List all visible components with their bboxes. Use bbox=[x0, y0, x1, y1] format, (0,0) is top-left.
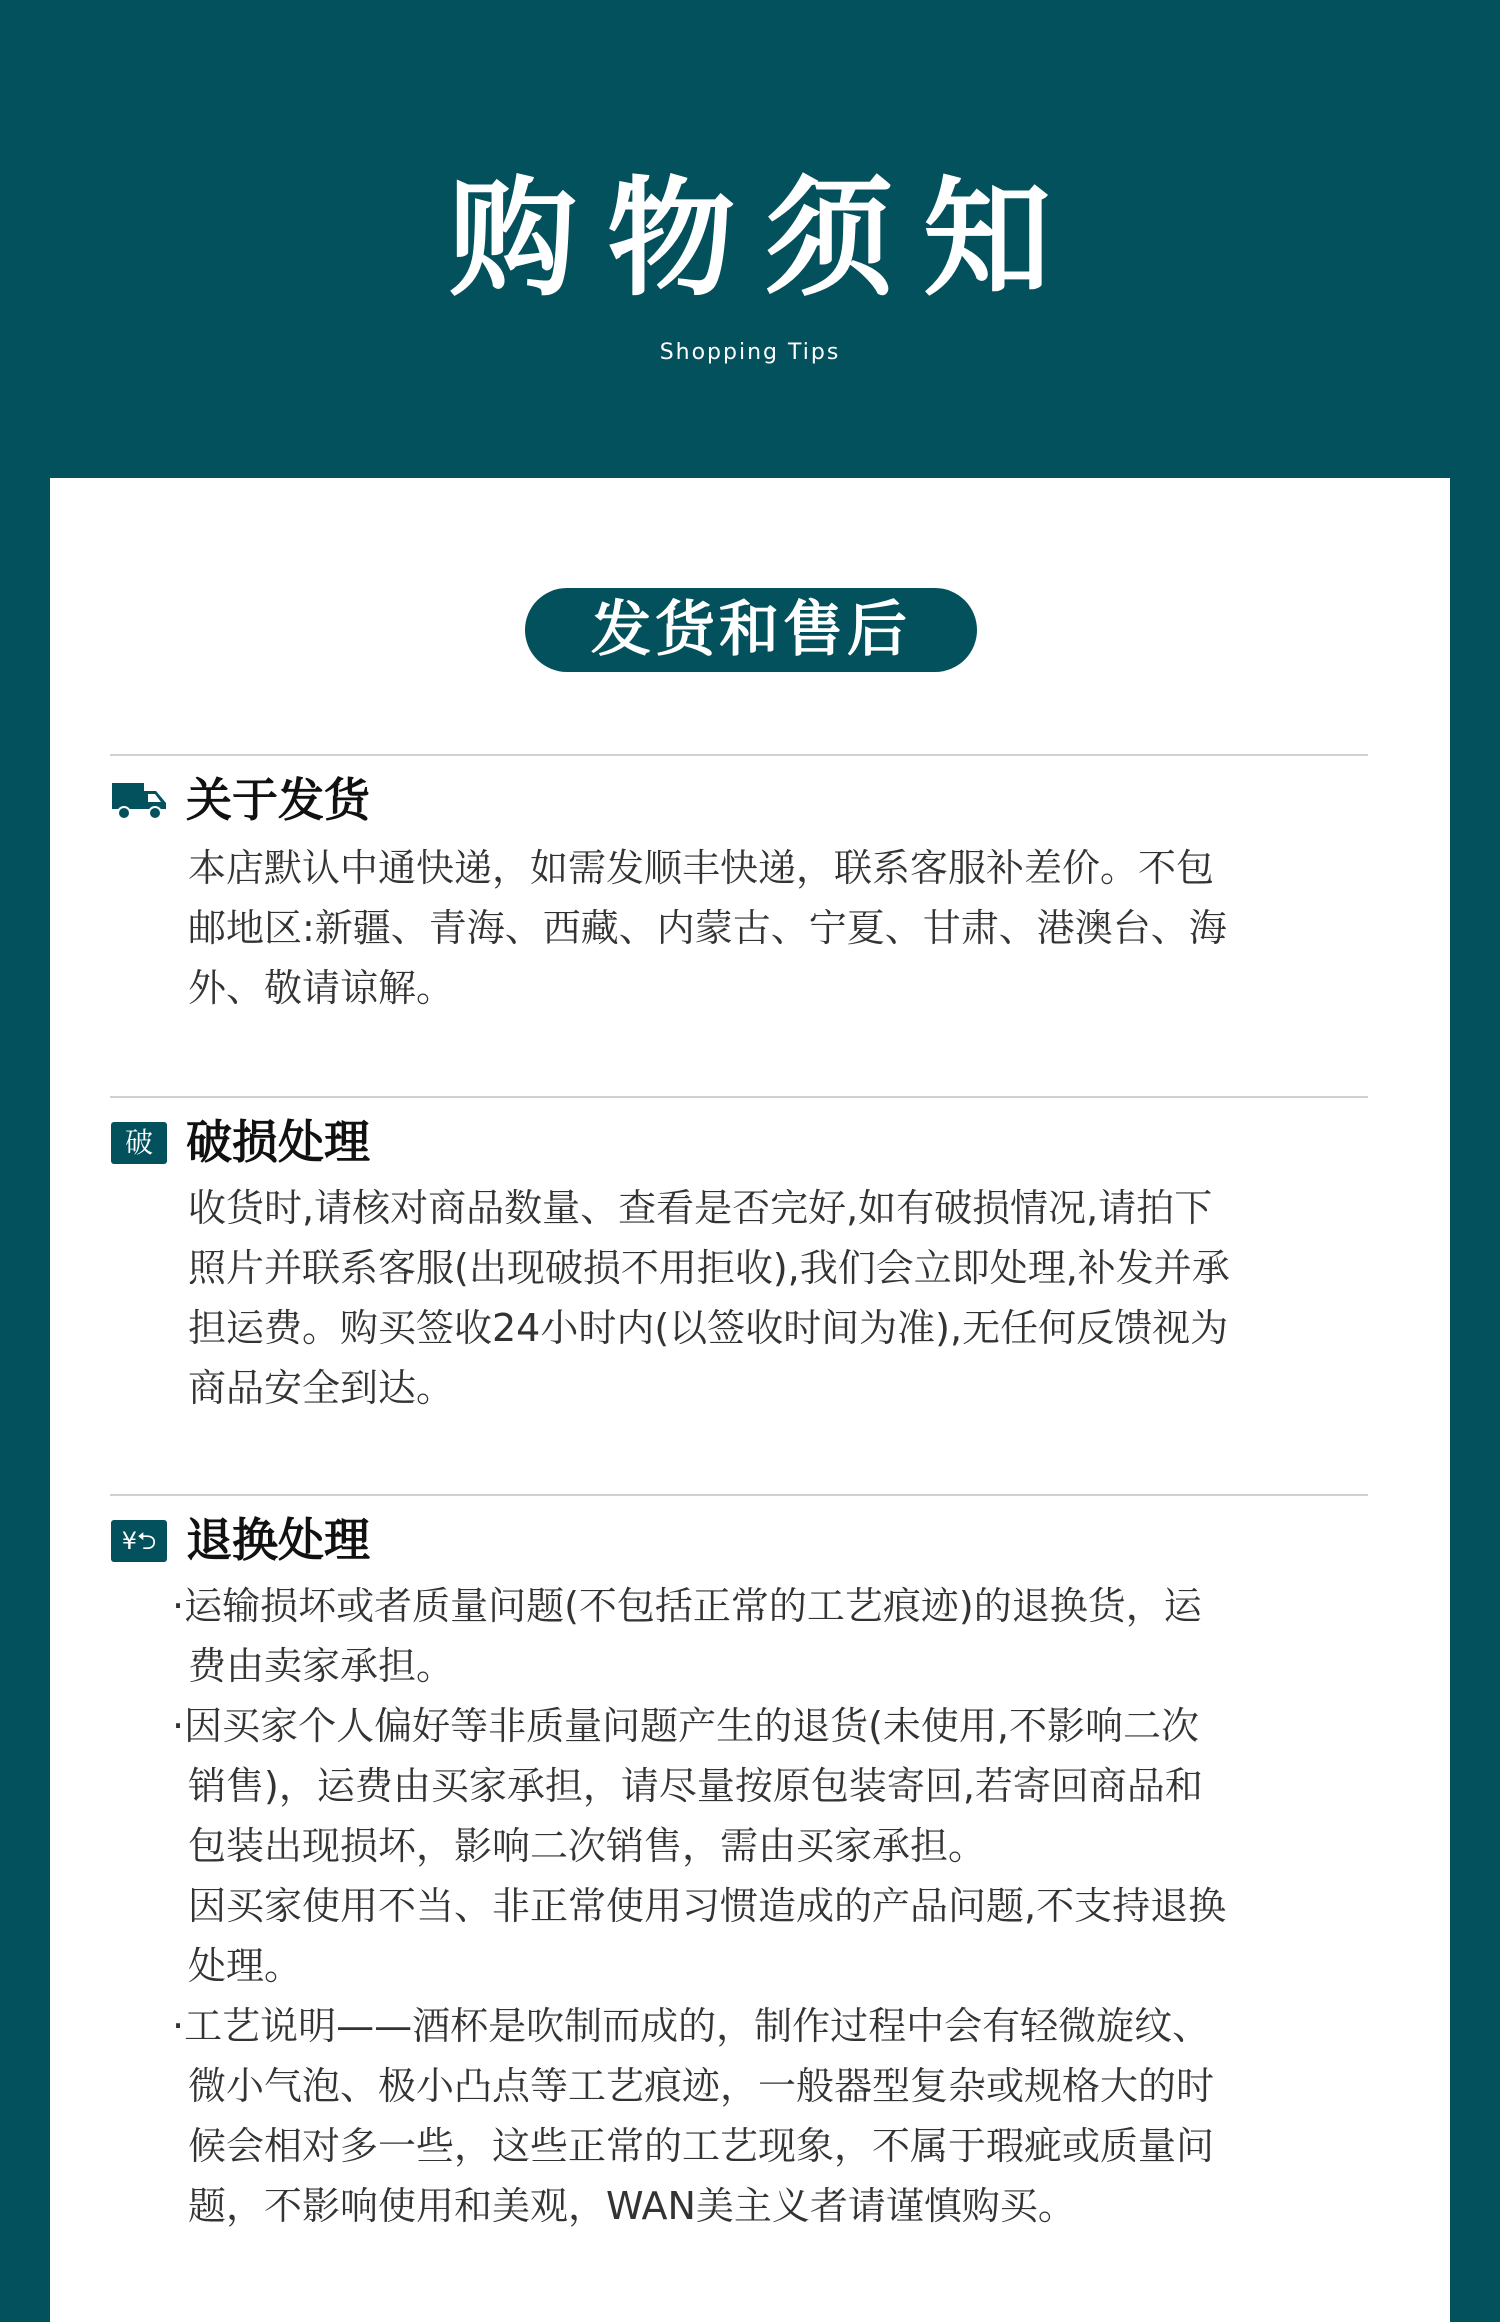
text-line: 微小气泡、极小凸点等工艺痕迹，一般器型复杂或规格大的时 bbox=[188, 2064, 1215, 2108]
section-pill-label: 发货和售后 bbox=[525, 588, 977, 672]
text-line: 担运费。购买签收24小时内(以签收时间为准),无任何反馈视为 bbox=[188, 1306, 1229, 1350]
section-title-shipping: 关于发货 bbox=[186, 773, 370, 827]
text-line: 题，不影响使用和美观，WAN美主义者请谨慎购买。 bbox=[188, 2184, 1076, 2228]
truck-icon bbox=[110, 777, 168, 823]
text-line: 费由卖家承担。 bbox=[188, 1644, 455, 1688]
section-text-returns bbox=[172, 1576, 1372, 2236]
content-card bbox=[50, 478, 1450, 2322]
divider bbox=[110, 1096, 1368, 1098]
yen-return-icon bbox=[110, 1518, 168, 1564]
text-line: 照片并联系客服(出现破损不用拒收),我们会立即处理,补发并承 bbox=[188, 1246, 1230, 1290]
text-line: 处理。 bbox=[188, 1944, 303, 1988]
section-title-returns: 退换处理 bbox=[186, 1513, 370, 1567]
broken-badge-icon bbox=[110, 1120, 168, 1166]
section-text-damage bbox=[188, 1178, 1388, 1418]
section-text-shipping bbox=[188, 838, 1388, 1018]
page-subtitle: Shopping Tips bbox=[659, 340, 841, 365]
text-line: 候会相对多一些，这些正常的工艺现象，不属于瑕疵或质量问 bbox=[188, 2124, 1215, 2168]
header bbox=[0, 0, 1500, 478]
divider bbox=[110, 754, 1368, 756]
text-line: 商品安全到达。 bbox=[188, 1366, 455, 1410]
text-line: 收货时,请核对商品数量、查看是否完好,如有破损情况,请拍下 bbox=[188, 1186, 1213, 1230]
text-line: 本店默认中通快递，如需发顺丰快递，联系客服补差价。不包 bbox=[188, 846, 1215, 890]
text-line: 销售)，运费由买家承担，请尽量按原包装寄回,若寄回商品和 bbox=[188, 1764, 1203, 1808]
text-line: ·因买家个人偏好等非质量问题产生的退货(未使用,不影响二次 bbox=[172, 1704, 1199, 1748]
text-line: 因买家使用不当、非正常使用习惯造成的产品问题,不支持退换 bbox=[188, 1884, 1227, 1928]
text-line: 外、敬请谅解。 bbox=[188, 966, 455, 1010]
text-line: 包装出现损坏，影响二次销售，需由买家承担。 bbox=[188, 1824, 987, 1868]
text-line: 邮地区:新疆、青海、西藏、内蒙古、宁夏、甘肃、港澳台、海 bbox=[188, 906, 1227, 950]
divider bbox=[110, 1494, 1368, 1496]
text-line: ·工艺说明——酒杯是吹制而成的，制作过程中会有轻微旋纹、 bbox=[172, 2004, 1211, 2048]
page-title: 购物须知 bbox=[448, 165, 1081, 314]
text-line: ·运输损坏或者质量问题(不包括正常的工艺痕迹)的退换货，运 bbox=[172, 1584, 1202, 1628]
badge-text: 破 bbox=[111, 1122, 167, 1164]
badge-text: ¥⮌ bbox=[111, 1520, 167, 1562]
section-title-damage: 破损处理 bbox=[186, 1115, 370, 1169]
